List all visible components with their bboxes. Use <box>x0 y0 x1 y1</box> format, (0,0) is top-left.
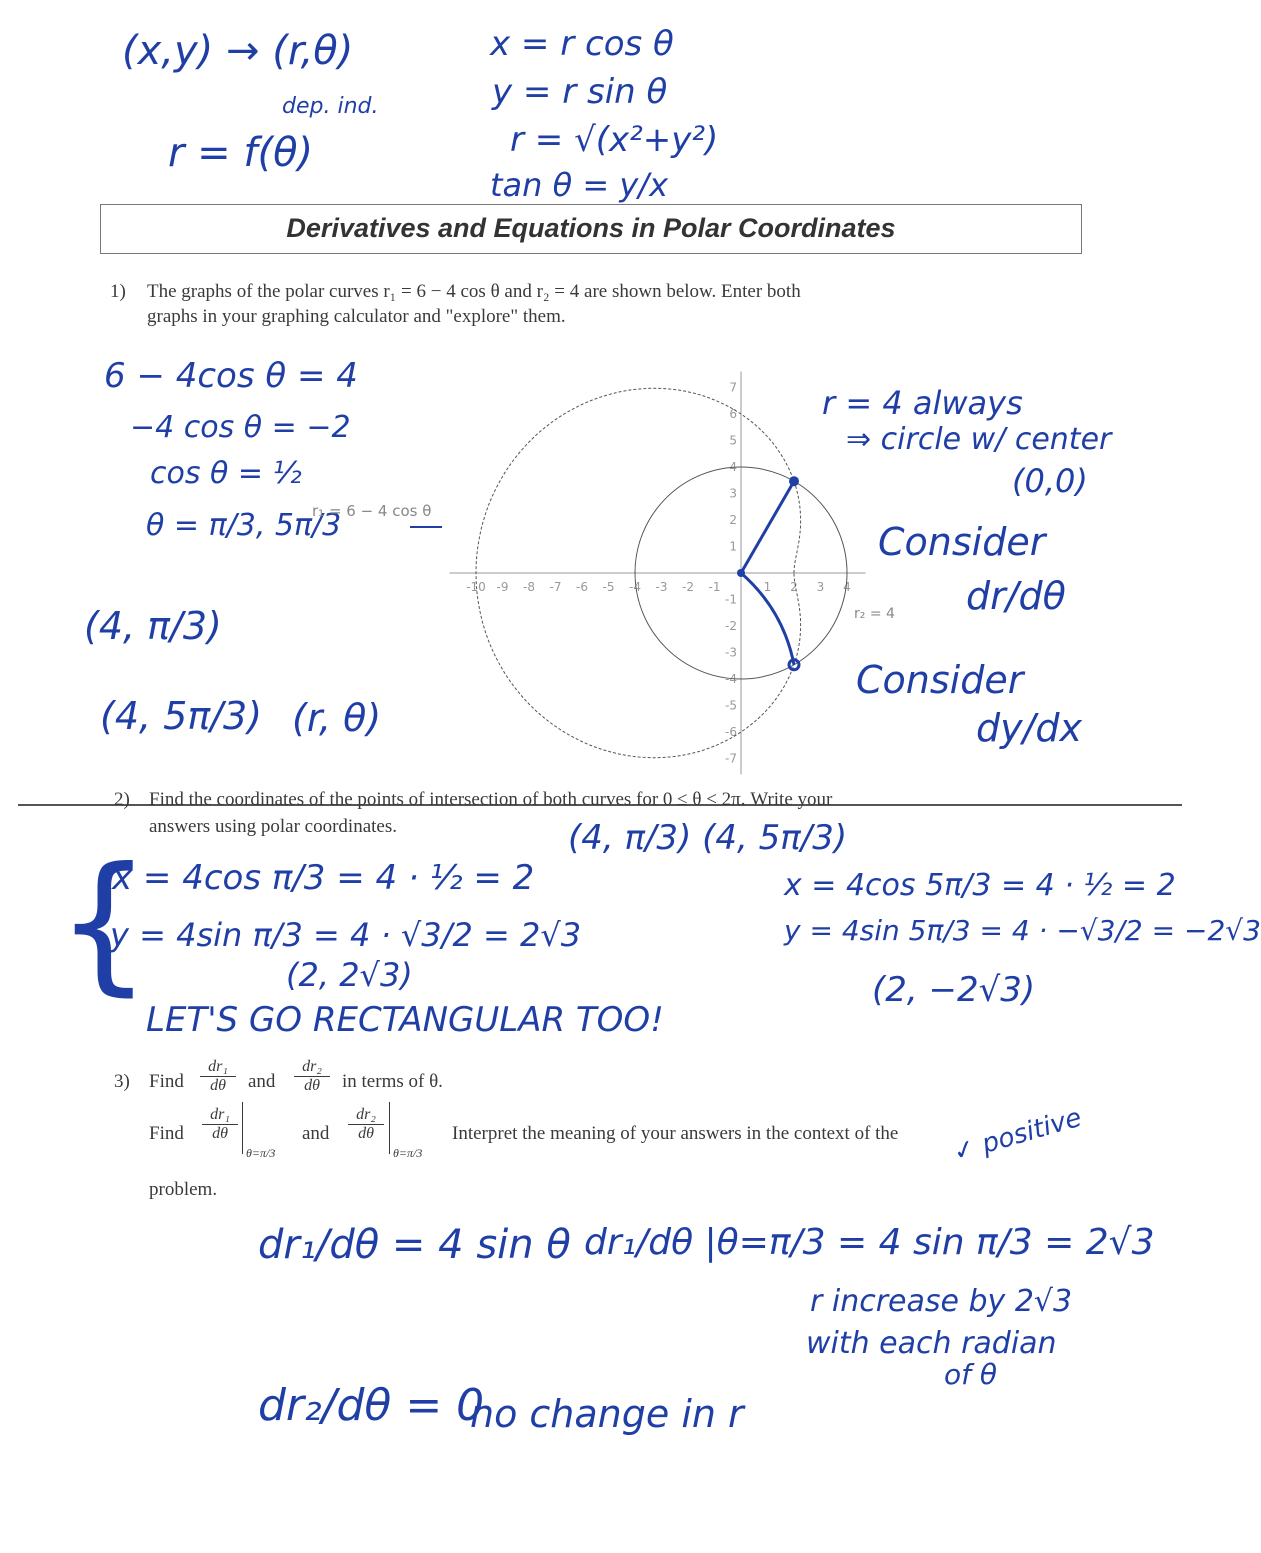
problem3-find1: Find <box>149 1071 184 1092</box>
work3-no-change: no change in r <box>470 1392 744 1436</box>
x-tick-label: -5 <box>602 580 615 594</box>
problem3-and1: and <box>248 1071 276 1092</box>
work2-x1: x = 4cos π/3 = 4 · ½ = 2 <box>112 858 535 898</box>
note-dr-dtheta: dr/dθ <box>966 574 1066 618</box>
x-tick-label: -7 <box>549 580 562 594</box>
problem1-line1: The graphs of the polar curves r₁ = 6 − 4 cos θ and r₂ = 4 are shown below. Enter both <box>147 281 801 302</box>
x-tick-label: -3 <box>655 580 668 594</box>
note-r-f-theta: r = f(θ) <box>168 130 314 176</box>
note-dep-ind: dep. ind. <box>282 94 379 119</box>
x-tick-label: -6 <box>576 580 588 594</box>
problem3-find2: Find <box>149 1123 184 1144</box>
note-center-origin: (0,0) <box>1012 462 1088 500</box>
x-tick-label: 1 <box>763 580 772 594</box>
work3-interp3: of θ <box>944 1358 998 1391</box>
y-tick-label: 6 <box>729 407 737 421</box>
eval-bar-2 <box>389 1102 390 1154</box>
origin-point <box>737 569 745 577</box>
radius-to-point-1 <box>741 481 794 573</box>
dr2-dtheta-fraction: $\frac{\text{dr₂}}{d\theta}$ <box>294 1058 330 1095</box>
y-tick-label: -5 <box>725 698 737 713</box>
curve-r2 <box>635 467 847 679</box>
x-tick-label: -8 <box>523 580 535 594</box>
problem3-problem-word: problem. <box>149 1179 218 1200</box>
note-consider-2: Consider <box>856 658 1024 702</box>
work3-interp2: with each radian <box>806 1326 1057 1361</box>
work2-point1: (2, 2√3) <box>286 956 413 994</box>
dr1-dtheta-fraction: $\frac{\text{dr₁}}{d\theta}$ <box>200 1058 236 1095</box>
y-tick-label: 5 <box>729 433 737 448</box>
note-tan-eq: tan θ = y/x <box>490 166 668 204</box>
work3-dr1-eval: dr₁/dθ |θ=π/3 = 4 sin π/3 = 2√3 <box>584 1222 1155 1263</box>
note-x-eq: x = r cos θ <box>490 24 674 64</box>
eval-point-2: θ=π/3 <box>393 1146 423 1160</box>
work3-interp1: r increase by 2√3 <box>810 1284 1073 1319</box>
problem2-line2: answers using polar coordinates. <box>149 816 397 837</box>
x-tick-label: -4 <box>629 580 641 594</box>
x-tick-label: 4 <box>843 580 851 594</box>
work1-line4: θ = π/3, 5π/3 <box>146 508 342 543</box>
note-y-eq: y = r sin θ <box>492 72 668 112</box>
problem3-number: 3) <box>114 1071 130 1092</box>
x-tick-label: -10 <box>466 580 486 594</box>
problem2-number: 2) <box>114 789 130 810</box>
y-tick-label: 7 <box>729 380 737 395</box>
work3-positive: ✓ positive <box>949 1102 1085 1168</box>
work1-point1: (4, π/3) <box>84 604 222 648</box>
curve-r1 <box>476 388 801 757</box>
y-tick-label: -3 <box>725 645 737 660</box>
note-consider-1: Consider <box>878 520 1046 564</box>
note-circle-center: ⇒ circle w/ center <box>846 422 1112 457</box>
radius-to-point-2 <box>741 573 794 665</box>
work2-answers: (4, π/3) (4, 5π/3) <box>568 818 848 858</box>
note-mapping: (x,y) → (r,θ) <box>122 28 354 74</box>
work3-dr1-eq: dr₁/dθ = 4 sin θ <box>258 1222 571 1268</box>
y-tick-label: 1 <box>729 539 737 554</box>
work2-point2: (2, −2√3) <box>872 970 1036 1010</box>
work2-y2: y = 4sin 5π/3 = 4 · −√3/2 = −2√3 <box>784 914 1261 947</box>
work1-point2: (4, 5π/3) <box>100 694 263 738</box>
work1-line3: cos θ = ½ <box>150 456 302 491</box>
problem2-line1: Find the coordinates of the points of intersection of both curves for 0 ≤ θ < 2π. Write your <box>149 789 833 810</box>
curve1-label: r₁ = 6 − 4 cos θ <box>312 502 432 520</box>
y-tick-label: -1 <box>725 592 737 607</box>
y-tick-label: 2 <box>729 513 737 527</box>
intersection-point-1 <box>789 476 799 486</box>
curve2-label: r₂ = 4 <box>854 606 895 622</box>
y-tick-label: -2 <box>725 619 737 633</box>
y-tick-label: 3 <box>729 486 737 501</box>
page-title: Derivatives and Equations in Polar Coordinates <box>286 213 896 243</box>
intersection-point-2 <box>789 660 799 670</box>
x-tick-label: -1 <box>708 580 721 594</box>
work2-y1: y = 4sin π/3 = 4 · √3/2 = 2√3 <box>110 916 582 954</box>
work2-brace: { <box>56 836 152 1010</box>
x-tick-label: 2 <box>790 580 798 594</box>
problem3-and2: and <box>302 1123 330 1144</box>
title-box <box>100 204 1082 254</box>
eval-bar-1 <box>242 1102 243 1154</box>
problem3-terms: in terms of θ. <box>342 1071 443 1092</box>
dr2-dtheta-eval-fraction: $\frac{\text{dr₂}}{d\theta}$ <box>348 1106 384 1143</box>
note-dy-dx: dy/dx <box>976 706 1083 750</box>
x-tick-label: 3 <box>816 580 825 594</box>
work1-line1: 6 − 4cos θ = 4 <box>104 356 358 396</box>
work2-x2: x = 4cos 5π/3 = 4 · ½ = 2 <box>784 868 1176 903</box>
work1-line2: −4 cos θ = −2 <box>130 410 351 445</box>
dr1-dtheta-eval-fraction: $\frac{\text{dr₁}}{d\theta}$ <box>202 1106 238 1143</box>
problem1-line2: graphs in your graphing calculator and "explore" them. <box>147 306 566 327</box>
y-tick-label: 4 <box>729 460 737 474</box>
work1-point-generic: (r, θ) <box>292 696 382 740</box>
work2-lets-go: LET'S GO RECTANGULAR TOO! <box>146 1000 664 1040</box>
y-tick-label: -4 <box>725 672 737 686</box>
note-r4-always: r = 4 always <box>822 384 1023 422</box>
y-tick-label: -6 <box>725 725 737 739</box>
note-r-eq: r = √(x²+y²) <box>510 120 719 160</box>
problem1-number: 1) <box>110 281 126 302</box>
problem3-interpret: Interpret the meaning of your answers in the context of the <box>452 1123 899 1144</box>
x-tick-label: -9 <box>496 580 509 594</box>
y-tick-label: -7 <box>725 751 737 766</box>
work3-dr2-eq: dr₂/dθ = 0 <box>258 1380 485 1431</box>
eval-point-1: θ=π/3 <box>246 1146 276 1160</box>
x-tick-label: -2 <box>682 580 694 594</box>
